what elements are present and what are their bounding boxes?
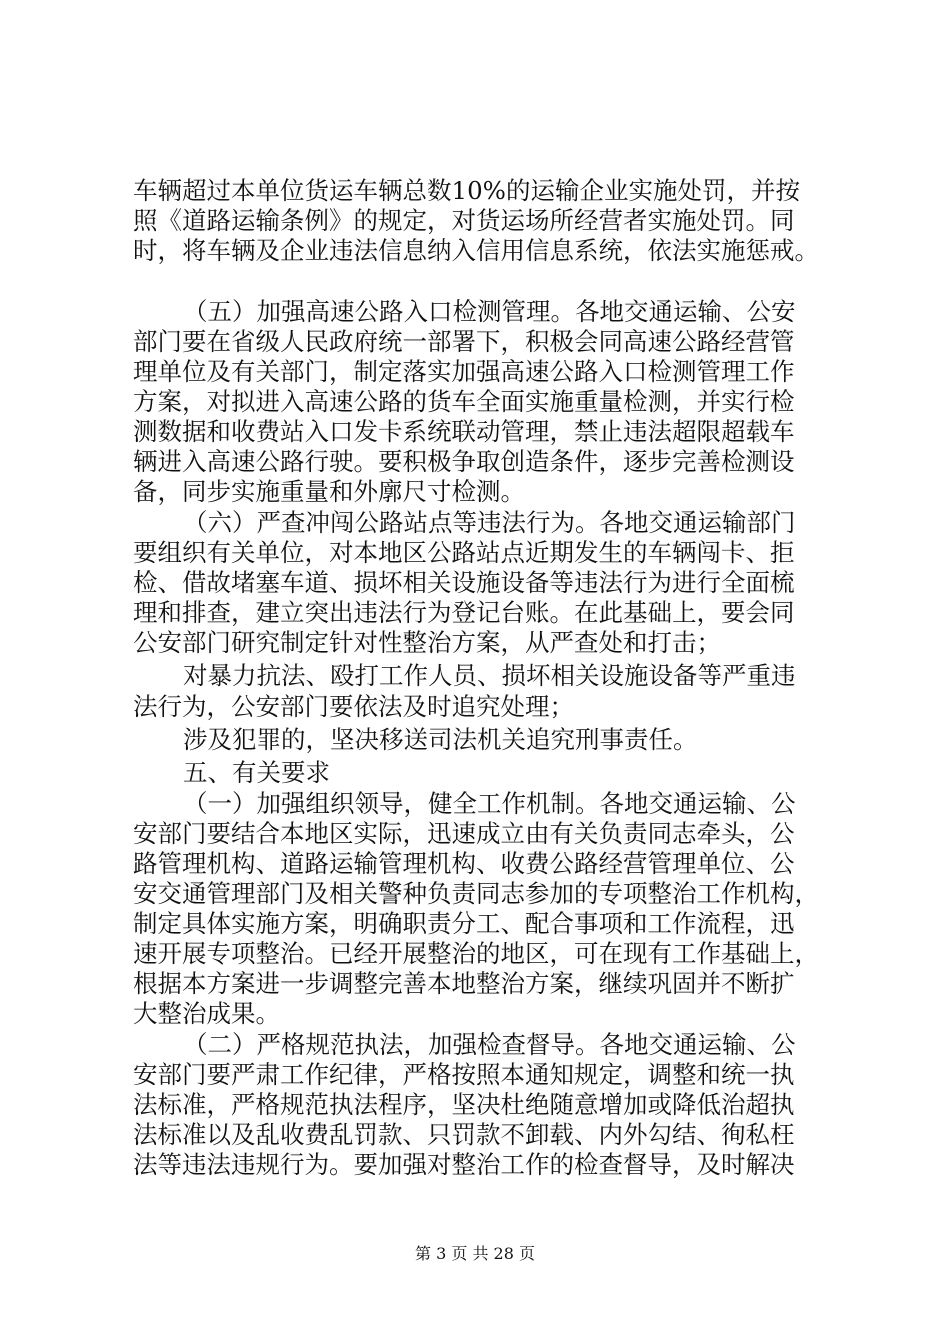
- paragraph-line: 法行为，公安部门要依法及时追究处理；: [133, 692, 574, 721]
- paragraph-line: （一）加强组织领导，健全工作机制。各地交通运输、公: [183, 789, 796, 818]
- paragraph-line: 测数据和收费站入口发卡系统联动管理，禁止违法超限超载车: [133, 417, 795, 446]
- paragraph-line: 备，同步实施重量和外廓尺寸检测。: [133, 477, 525, 506]
- paragraph-line: （六）严查冲闯公路站点等违法行为。各地交通运输部门: [183, 508, 796, 537]
- paragraph-line: 速开展专项整治。已经开展整治的地区，可在现有工作基础上，: [133, 939, 819, 968]
- paragraph-line: 法标准以及乱收费乱罚款、只罚款不卸载、内外勾结、徇私枉: [133, 1120, 795, 1149]
- paragraph-line: 大整治成果。: [133, 999, 280, 1028]
- paragraph-line: 时，将车辆及企业违法信息纳入信用信息系统，依法实施惩戒。: [133, 236, 819, 265]
- paragraph-line: 照《道路运输条例》的规定，对货运场所经营者实施处罚。同: [133, 206, 795, 235]
- paragraph-line: 法等违法违规行为。要加强对整治工作的检查督导，及时解决: [133, 1150, 795, 1179]
- paragraph-line: 检、借故堵塞车道、损坏相关设施设备等违法行为进行全面梳: [133, 568, 795, 597]
- paragraph-line: 路管理机构、道路运输管理机构、收费公路经营管理单位、公: [133, 849, 795, 878]
- paragraph-line: 安交通管理部门及相关警种负责同志参加的专项整治工作机构，: [133, 879, 819, 908]
- paragraph-line: 理和排查，建立突出违法行为登记台账。在此基础上，要会同: [133, 598, 795, 627]
- paragraph-line: 辆进入高速公路行驶。要积极争取创造条件，逐步完善检测设: [133, 447, 795, 476]
- paragraph-line: 要组织有关单位，对本地区公路站点近期发生的车辆闯卡、拒: [133, 538, 795, 567]
- paragraph-line: 安部门要严肃工作纪律，严格按照本通知规定，调整和统一执: [133, 1060, 795, 1089]
- paragraph-line: （二）严格规范执法，加强检查督导。各地交通运输、公: [183, 1030, 796, 1059]
- paragraph-line: 涉及犯罪的，坚决移送司法机关追究刑事责任。: [183, 725, 698, 754]
- paragraph-line: 车辆超过本单位货运车辆总数10%的运输企业实施处罚，并按: [133, 176, 800, 205]
- paragraph-line: 安部门要结合本地区实际，迅速成立由有关负责同志牵头，公: [133, 819, 795, 848]
- paragraph-line: 部门要在省级人民政府统一部署下，积极会同高速公路经营管: [133, 327, 795, 356]
- paragraph-line: 法标准，严格规范执法程序，坚决杜绝随意增加或降低治超执: [133, 1090, 795, 1119]
- section-heading: 五、有关要求: [183, 758, 330, 787]
- paragraph-line: 方案，对拟进入高速公路的货车全面实施重量检测，并实行检: [133, 387, 795, 416]
- paragraph-line: 理单位及有关部门，制定落实加强高速公路入口检测管理工作: [133, 357, 795, 386]
- paragraph-line: （五）加强高速公路入口检测管理。各地交通运输、公安: [183, 297, 796, 326]
- paragraph-line: 对暴力抗法、殴打工作人员、损坏相关设施设备等严重违: [183, 661, 796, 690]
- paragraph-line: 公安部门研究制定针对性整治方案，从严查处和打击；: [133, 628, 721, 657]
- paragraph-line: 制定具体实施方案，明确职责分工、配合事项和工作流程，迅: [133, 909, 795, 938]
- paragraph-line: 根据本方案进一步调整完善本地整治方案，继续巩固并不断扩: [133, 969, 795, 998]
- page-number-footer: 第 3 页 共 28 页: [415, 1244, 535, 1263]
